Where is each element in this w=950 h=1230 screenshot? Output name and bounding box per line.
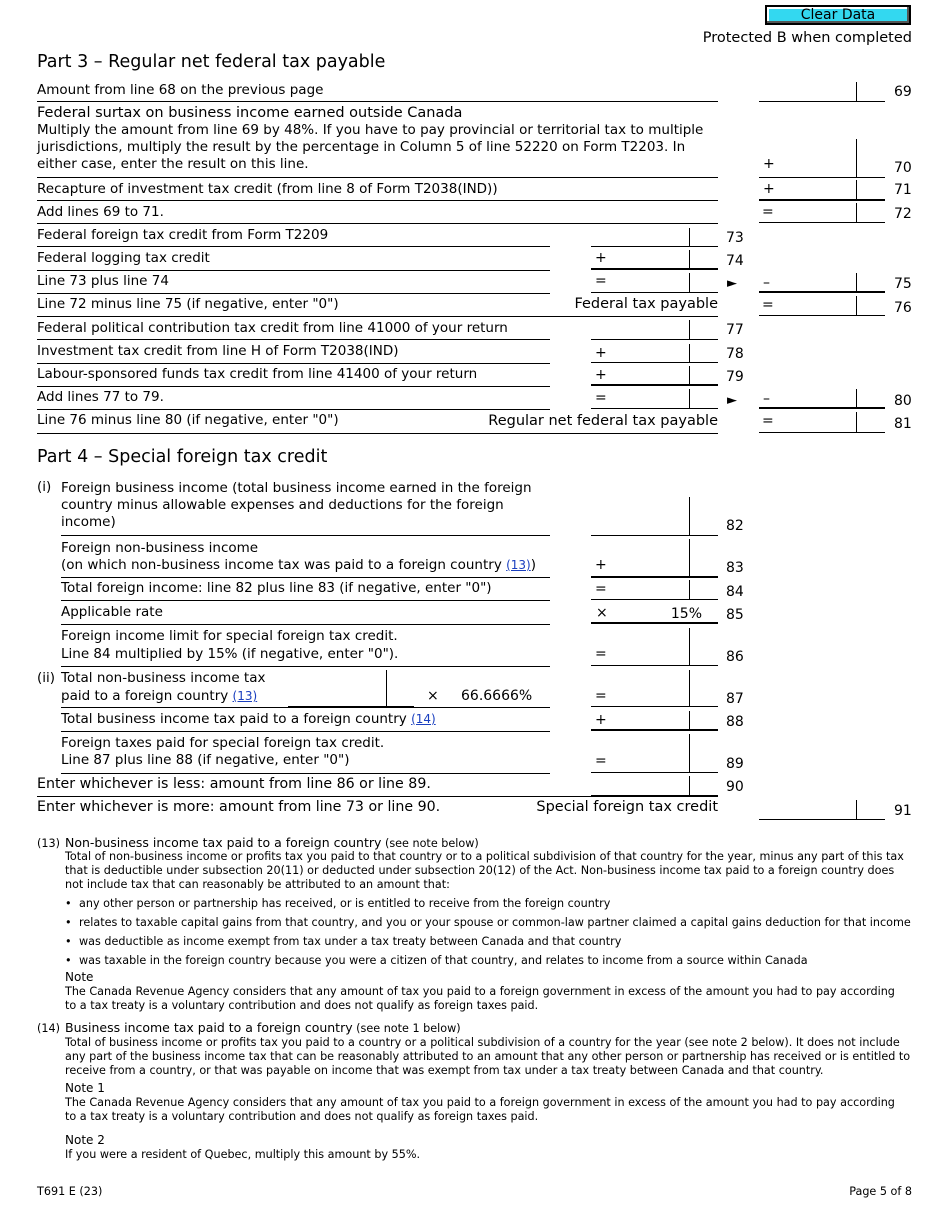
line74-label: Federal logging tax credit	[37, 250, 210, 266]
line82-text3: income)	[61, 514, 116, 530]
line83-text2: (on which non-business income tax was paid to a foreign country (13))	[61, 557, 537, 573]
form-identifier: T691 E (23)	[37, 1185, 103, 1198]
protected-b-label: Protected B when completed	[702, 30, 912, 46]
cents-divider	[856, 180, 857, 201]
line82-text1: Foreign business income (total business income earned in the foreign	[61, 480, 532, 496]
divider	[37, 101, 718, 102]
line85-number: 85	[726, 607, 744, 623]
section-i-marker: (i)	[37, 479, 52, 495]
divider	[37, 223, 718, 224]
line85-rate: 15%	[670, 606, 702, 622]
line69-label: Amount from line 68 on the previous page	[37, 82, 324, 98]
note14-marker: (14)	[37, 1022, 60, 1035]
line80-equals: =	[595, 390, 607, 406]
line89-number: 89	[726, 756, 744, 772]
line87-equals: =	[595, 688, 607, 704]
divider	[61, 707, 550, 708]
cents-divider	[689, 273, 690, 293]
line90-input[interactable]	[591, 776, 718, 796]
line88-number: 88	[726, 714, 744, 730]
arrow-right-icon: ►	[727, 276, 737, 291]
clear-data-button[interactable]: Clear Data	[765, 5, 911, 25]
line70-text2: jurisdictions, multiply the result by the percentage in Column 5 of line 52220 on Form T2203. In	[37, 139, 686, 155]
line87-number: 87	[726, 691, 744, 707]
line84-number: 84	[726, 584, 744, 600]
line86-number: 86	[726, 649, 744, 665]
line74-number: 74	[726, 253, 744, 269]
divider	[37, 796, 718, 797]
cents-divider	[689, 344, 690, 363]
line79-number: 79	[726, 369, 744, 385]
line88-input[interactable]	[591, 711, 718, 731]
cents-divider	[689, 320, 690, 340]
line90-label: Enter whichever is less: amount from line 86 or line 89.	[37, 776, 431, 792]
line72-number: 72	[894, 206, 912, 222]
line91-label: Enter whichever is more: amount from line 73 or line 90.	[37, 799, 441, 815]
footnote-13-link[interactable]: (13)	[232, 689, 258, 703]
cents-divider	[689, 670, 690, 707]
cents-divider	[856, 82, 857, 102]
note14-note1-heading: Note 1	[65, 1081, 105, 1095]
section-ii-marker: (ii)	[37, 670, 56, 686]
line80-left-input[interactable]	[591, 389, 718, 409]
cents-divider	[689, 580, 690, 600]
cents-divider	[856, 296, 857, 316]
line75-label: Line 73 plus line 74	[37, 273, 169, 289]
line78-label: Investment tax credit from line H of Form T2038(IND)	[37, 343, 399, 359]
note13-bullet: was taxable in the foreign country because you were a citizen of that country, and relates to income from a source within Canada	[79, 954, 808, 967]
line84-label: Total foreign income: line 82 plus line 83 (if negative, enter "0")	[61, 580, 492, 596]
line80-minus: –	[763, 391, 770, 407]
line70-number: 70	[894, 160, 912, 176]
note14-p3: receive from a country, or that was payable on income that was exempt from tax under a tax treaty between Canada and that country.	[65, 1064, 824, 1077]
note14-note2-heading: Note 2	[65, 1133, 105, 1147]
line75-equals: =	[595, 273, 607, 289]
divider	[37, 177, 718, 178]
divider	[61, 731, 550, 732]
line72-equals: =	[762, 204, 774, 220]
line81-equals: =	[762, 413, 774, 429]
note13-note-heading: Note	[65, 970, 94, 984]
line87-rate: 66.6666%	[461, 688, 533, 704]
line79-input[interactable]	[591, 366, 718, 386]
regular-net-federal-tax-label: Regular net federal tax payable	[488, 413, 718, 429]
divider	[37, 293, 550, 294]
divider	[61, 624, 550, 625]
line88-label: Total business income tax paid to a foreign country (14)	[61, 711, 436, 727]
line82-number: 82	[726, 518, 744, 534]
divider	[37, 409, 550, 410]
note13-p3: not include tax that can reasonably be attributed to an amount that:	[65, 878, 450, 891]
cents-divider	[856, 800, 857, 820]
line79-label: Labour-sponsored funds tax credit from line 41400 of your return	[37, 366, 478, 382]
divider	[37, 316, 718, 317]
line80-number: 80	[894, 393, 912, 409]
line89-input[interactable]	[591, 734, 718, 773]
divider	[37, 363, 550, 364]
cents-divider	[689, 628, 690, 666]
line69-input[interactable]	[759, 82, 885, 102]
divider	[61, 577, 550, 578]
divider	[61, 535, 550, 536]
special-foreign-tax-credit-label: Special foreign tax credit	[536, 799, 718, 815]
bullet-icon: •	[65, 935, 72, 948]
note13-bullet: was deductible as income exempt from tax under a tax treaty between Canada and that country	[79, 935, 622, 948]
cents-divider	[856, 203, 857, 223]
line77-input[interactable]	[591, 320, 718, 340]
note13-bullet: any other person or partnership has received, or is entitled to receive from the foreign country	[79, 897, 611, 910]
line86-equals: =	[595, 646, 607, 662]
line78-number: 78	[726, 346, 744, 362]
line75-number: 75	[894, 276, 912, 292]
line89-text2: Line 87 plus line 88 (if negative, enter "0")	[61, 752, 350, 768]
federal-tax-payable-label: Federal tax payable	[574, 296, 718, 312]
line83-input[interactable]	[591, 539, 718, 578]
divider	[37, 433, 718, 434]
cents-divider	[689, 734, 690, 773]
cents-divider	[689, 389, 690, 409]
line82-input[interactable]	[591, 497, 718, 536]
bullet-icon: •	[65, 897, 72, 910]
divider	[37, 386, 550, 387]
note14-note1-line1: The Canada Revenue Agency considers that any amount of tax you paid to a foreign government in excess of the amount you had to pay according	[65, 1096, 895, 1109]
line73-number: 73	[726, 230, 744, 246]
line80-input[interactable]	[759, 389, 885, 409]
cents-divider	[689, 539, 690, 578]
line75-input[interactable]	[759, 273, 885, 293]
line71-plus: +	[763, 181, 775, 197]
note14-note1-line2: to a tax treaty is a voluntary contribution and does not qualify as foreign taxes paid.	[65, 1110, 539, 1123]
note13-p1: Total of non-business income or profits tax you paid to that country or to a political subdivision of that country for the year, minus any part of this tax	[65, 850, 904, 863]
bullet-icon: •	[65, 954, 72, 967]
line70-title: Federal surtax on business income earned outside Canada	[37, 105, 463, 121]
line80-label: Add lines 77 to 79.	[37, 389, 164, 405]
line76-input[interactable]	[759, 296, 885, 316]
line70-plus: +	[763, 156, 775, 172]
note13-title: Non-business income tax paid to a foreign country (see note below)	[65, 835, 479, 850]
line84-equals: =	[595, 581, 607, 597]
line73-label: Federal foreign tax credit from Form T2209	[37, 227, 329, 243]
line70-input[interactable]	[759, 139, 885, 178]
line76-label: Line 72 minus line 75 (if negative, enter "0")	[37, 296, 339, 312]
line91-number: 91	[894, 803, 912, 819]
line87-tax-input[interactable]	[288, 670, 414, 707]
line74-input[interactable]	[591, 250, 718, 270]
divider	[37, 339, 550, 340]
cents-divider	[689, 228, 690, 247]
page-number: Page 5 of 8	[849, 1185, 912, 1198]
note14-p1: Total of business income or profits tax you paid to a country or a political subdivision of a country for the year (see note 2 below). It does not include	[65, 1036, 900, 1049]
note13-bullet: relates to taxable capital gains from that country, and you or your spouse or common-law partner claimed a capital gains deduction for that income	[79, 916, 911, 929]
note13-p2: that is deductible under subsection 20(11) or deducted under subsection 20(12) of the Act. Non-business income tax paid to a foreign country does	[65, 864, 895, 877]
cents-divider	[386, 670, 387, 707]
line86-text1: Foreign income limit for special foreign tax credit.	[61, 628, 398, 644]
line83-plus: +	[595, 557, 607, 573]
line89-text1: Foreign taxes paid for special foreign tax credit.	[61, 735, 385, 751]
line83-number: 83	[726, 560, 744, 576]
line90-number: 90	[726, 779, 744, 795]
line75-left-input[interactable]	[591, 273, 718, 293]
line78-input[interactable]	[591, 344, 718, 363]
line85-times: ×	[596, 605, 608, 621]
line87-text1: Total non-business income tax	[61, 670, 266, 686]
line70-text1: Multiply the amount from line 69 by 48%. If you have to pay provincial or territorial tax to multiple	[37, 122, 704, 138]
divider	[61, 773, 550, 774]
line81-input[interactable]	[759, 412, 885, 433]
footnote-14-link[interactable]: (14)	[411, 712, 436, 726]
part4-title: Part 4 – Special foreign tax credit	[37, 447, 328, 467]
line85-label: Applicable rate	[61, 604, 163, 620]
footnote-13-link[interactable]: (13)	[506, 558, 531, 572]
cents-divider	[689, 366, 690, 386]
line91-input[interactable]	[759, 800, 885, 820]
note14-p2: any part of the business income tax that can be reasonably attributed to an amount that any other person or partnership has received or is entitled to	[65, 1050, 911, 1063]
line71-input[interactable]	[759, 180, 885, 201]
line88-plus: +	[595, 712, 607, 728]
line78-plus: +	[595, 345, 607, 361]
arrow-right-icon: ►	[727, 393, 737, 408]
line70-text3: either case, enter the result on this line.	[37, 156, 309, 172]
line69-number: 69	[894, 84, 912, 100]
line76-number: 76	[894, 300, 912, 316]
bullet-icon: •	[65, 916, 72, 929]
line71-number: 71	[894, 182, 912, 198]
note13-marker: (13)	[37, 837, 60, 850]
divider	[37, 200, 718, 201]
line87-text2: paid to a foreign country (13)	[61, 688, 258, 704]
note14-note2-line1: If you were a resident of Quebec, multiply this amount by 55%.	[65, 1148, 421, 1161]
line76-equals: =	[762, 297, 774, 313]
line75-minus: –	[763, 275, 770, 291]
line77-label: Federal political contribution tax credit from line 41000 of your return	[37, 320, 508, 336]
line81-label: Line 76 minus line 80 (if negative, enter "0")	[37, 412, 339, 428]
line87-times: ×	[427, 688, 439, 704]
note13-note-line2: to a tax treaty is a voluntary contribution and does not qualify as foreign taxes paid.	[65, 999, 539, 1012]
line77-number: 77	[726, 322, 744, 338]
note13-note-line1: The Canada Revenue Agency considers that any amount of tax you paid to a foreign government in excess of the amount you had to pay according	[65, 985, 895, 998]
note14-title: Business income tax paid to a foreign country (see note 1 below)	[65, 1020, 461, 1035]
line72-label: Add lines 69 to 71.	[37, 204, 164, 220]
cents-divider	[689, 250, 690, 270]
cents-divider	[689, 776, 690, 796]
line86-input[interactable]	[591, 628, 718, 666]
cents-divider	[856, 139, 857, 178]
line82-text2: country minus allowable expenses and deductions for the foreign	[61, 497, 504, 513]
divider	[37, 246, 550, 247]
cents-divider	[856, 389, 857, 409]
line73-input[interactable]	[591, 228, 718, 247]
line87-input[interactable]	[591, 670, 718, 707]
line84-input[interactable]	[591, 580, 718, 600]
divider	[61, 600, 550, 601]
line89-equals: =	[595, 753, 607, 769]
divider	[61, 666, 550, 667]
line71-label: Recapture of investment tax credit (from line 8 of Form T2038(IND))	[37, 181, 498, 197]
line79-plus: +	[595, 367, 607, 383]
line81-number: 81	[894, 416, 912, 432]
divider	[37, 270, 550, 271]
part3-title: Part 3 – Regular net federal tax payable	[37, 52, 386, 72]
line86-text2: Line 84 multiplied by 15% (if negative, enter "0").	[61, 646, 399, 662]
line83-text1: Foreign non-business income	[61, 540, 259, 556]
cents-divider	[689, 497, 690, 536]
line74-plus: +	[595, 250, 607, 266]
line72-input[interactable]	[759, 203, 885, 223]
cents-divider	[856, 273, 857, 293]
cents-divider	[856, 412, 857, 433]
cents-divider	[689, 711, 690, 731]
